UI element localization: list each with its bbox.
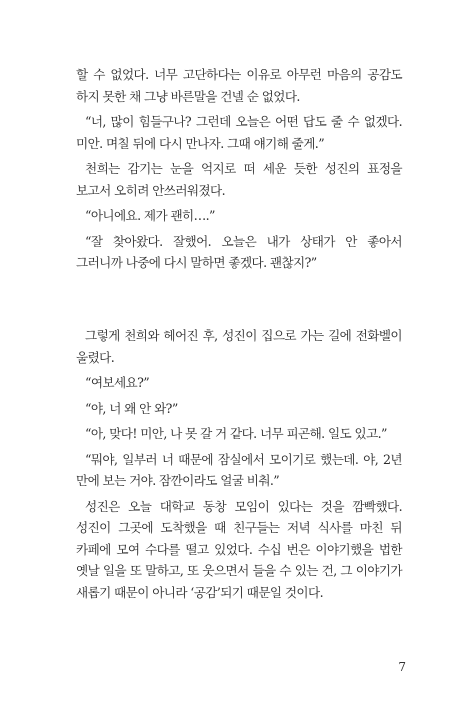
paragraph: “너, 많이 힘들구나? 그런데 오늘은 어떤 답도 줄 수 없겠다. 미안. 며칠 뒤에 다시 만나자. 그때 얘기해 줄게.” bbox=[76, 114, 402, 151]
paragraph: 그렇게 천희와 헤어진 후, 성진이 집으로 가는 길에 전화벨이 울렸다. bbox=[76, 328, 402, 365]
paragraph: “잘 찾아왔다. 잘했어. 오늘은 내가 상태가 안 좋아서 그러니까 나중에 다시 말하면 좋겠다. 괜찮지?” bbox=[76, 233, 402, 270]
text-section-1 bbox=[76, 64, 402, 278]
paragraph: 할 수 없었다. 너무 고단하다는 이유로 아무런 마음의 공감도 하지 못한 채 그냥 바른말을 건넬 순 없었다. bbox=[76, 67, 402, 104]
paragraph: “여보세요?” bbox=[85, 375, 150, 390]
paragraph: “야, 너 왜 안 와?” bbox=[85, 400, 178, 416]
page-number: 7 bbox=[398, 660, 406, 674]
paragraph: “뭐야, 일부러 너 때문에 잠실에서 모이기로 했는데. 야, 2년 만에 보는 거야. 잠깐이라도 얼굴 비춰.” bbox=[76, 451, 402, 488]
paragraph: “아니에요. 제가 괜히….” bbox=[85, 208, 215, 223]
paragraph: 성진은 오늘 대학교 동창 모임이 있다는 것을 깜빡했다. 성진이 그곳에 도착했을 때 친구들는 저녁 식사를 마친 뒤 카페에 모여 수다를 떨고 있었다. 수십 번은 이야기했을 법한 옛날 일을 또 말하고, 또 웃으면서 들을 수 있는 건, 그 이야기가 새롭기 때문이 아니라 ‘공감’되기 때문일 것이다. bbox=[76, 498, 402, 600]
text-section-2 bbox=[76, 325, 402, 607]
paragraph: 천희는 감기는 눈을 억지로 떠 세운 듯한 성진의 표정을 보고서 오히려 안쓰러워졌다. bbox=[76, 161, 402, 198]
paragraph: “아, 맞다! 미안, 나 못 갈 거 같다. 너무 피곤해. 일도 있고.” bbox=[85, 426, 387, 441]
